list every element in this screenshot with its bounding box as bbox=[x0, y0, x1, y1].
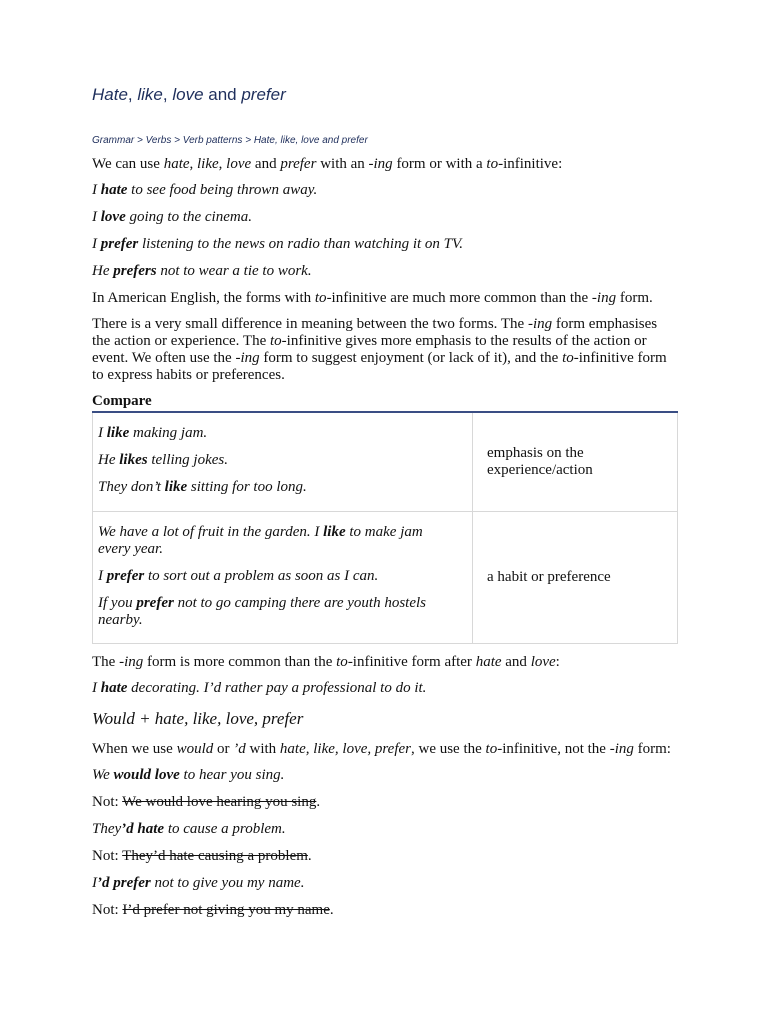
difference-paragraph: There is a very small difference in meaning between the two forms. The -ing form emphasises the action or experience. The to-infinitive gives more emphasis to the results of the action or event. We often use the -ing form to suggest enjoyment (or lack of it), and the to-infinitive form to express habits or preferences. bbox=[92, 316, 667, 383]
table-example: If you prefer not to go camping there are youth hostels nearby. bbox=[98, 594, 427, 628]
compare-meaning-cell: emphasis on the experience/action bbox=[473, 413, 678, 512]
table-example: They don’t like sitting for too long. bbox=[98, 479, 307, 495]
document-content bbox=[92, 84, 678, 929]
section-heading: Would + hate, like, love, prefer bbox=[92, 709, 304, 728]
table-example: I like making jam. bbox=[98, 425, 208, 441]
american-english-paragraph: In American English, the forms with to-infinitive are much more common than the -ing form. bbox=[92, 290, 653, 306]
compare-table bbox=[92, 413, 678, 644]
page-title: Hate, like, love and prefer bbox=[92, 85, 286, 104]
table-example: We have a lot of fruit in the garden. I like to make jam every year. bbox=[98, 523, 423, 557]
compare-examples-cell bbox=[93, 413, 473, 512]
example-sentence: I hate decorating. I’d rather pay a professional to do it. bbox=[92, 680, 427, 696]
incorrect-example: Not: I’d prefer not giving you my name. bbox=[92, 902, 334, 918]
table-example: I prefer to sort out a problem as soon as I can. bbox=[98, 567, 379, 584]
would-intro-paragraph: When we use would or ’d with hate, like, love, prefer, we use the to-infinitive, not the -ing form: bbox=[92, 741, 671, 757]
example-sentence: I’d prefer not to give you my name. bbox=[92, 875, 305, 891]
example-sentence: They’d hate to cause a problem. bbox=[92, 821, 286, 837]
compare-row bbox=[93, 413, 678, 512]
example-sentence: We would love to hear you sing. bbox=[92, 767, 285, 783]
intro-paragraph: We can use hate, like, love and prefer with an -ing form or with a to-infinitive: bbox=[92, 156, 563, 172]
example-sentence: He prefers not to wear a tie to work. bbox=[92, 263, 312, 279]
table-example: He likes telling jokes. bbox=[98, 452, 228, 468]
example-sentence: I prefer listening to the news on radio than watching it on TV. bbox=[92, 236, 463, 252]
example-sentence: I love going to the cinema. bbox=[92, 209, 252, 225]
compare-meaning-cell: a habit or preference bbox=[473, 512, 678, 644]
compare-heading: Compare bbox=[92, 393, 678, 413]
compare-row bbox=[93, 512, 678, 644]
breadcrumb: Grammar > Verbs > Verb patterns > Hate, like, love and prefer bbox=[92, 135, 368, 146]
incorrect-example: Not: They’d hate causing a problem. bbox=[92, 848, 312, 864]
compare-examples-cell bbox=[93, 512, 473, 644]
more-common-paragraph: The -ing form is more common than the to-infinitive form after hate and love: bbox=[92, 654, 560, 670]
incorrect-example: Not: We would love hearing you sing. bbox=[92, 794, 321, 810]
example-sentence: I hate to see food being thrown away. bbox=[92, 182, 318, 198]
